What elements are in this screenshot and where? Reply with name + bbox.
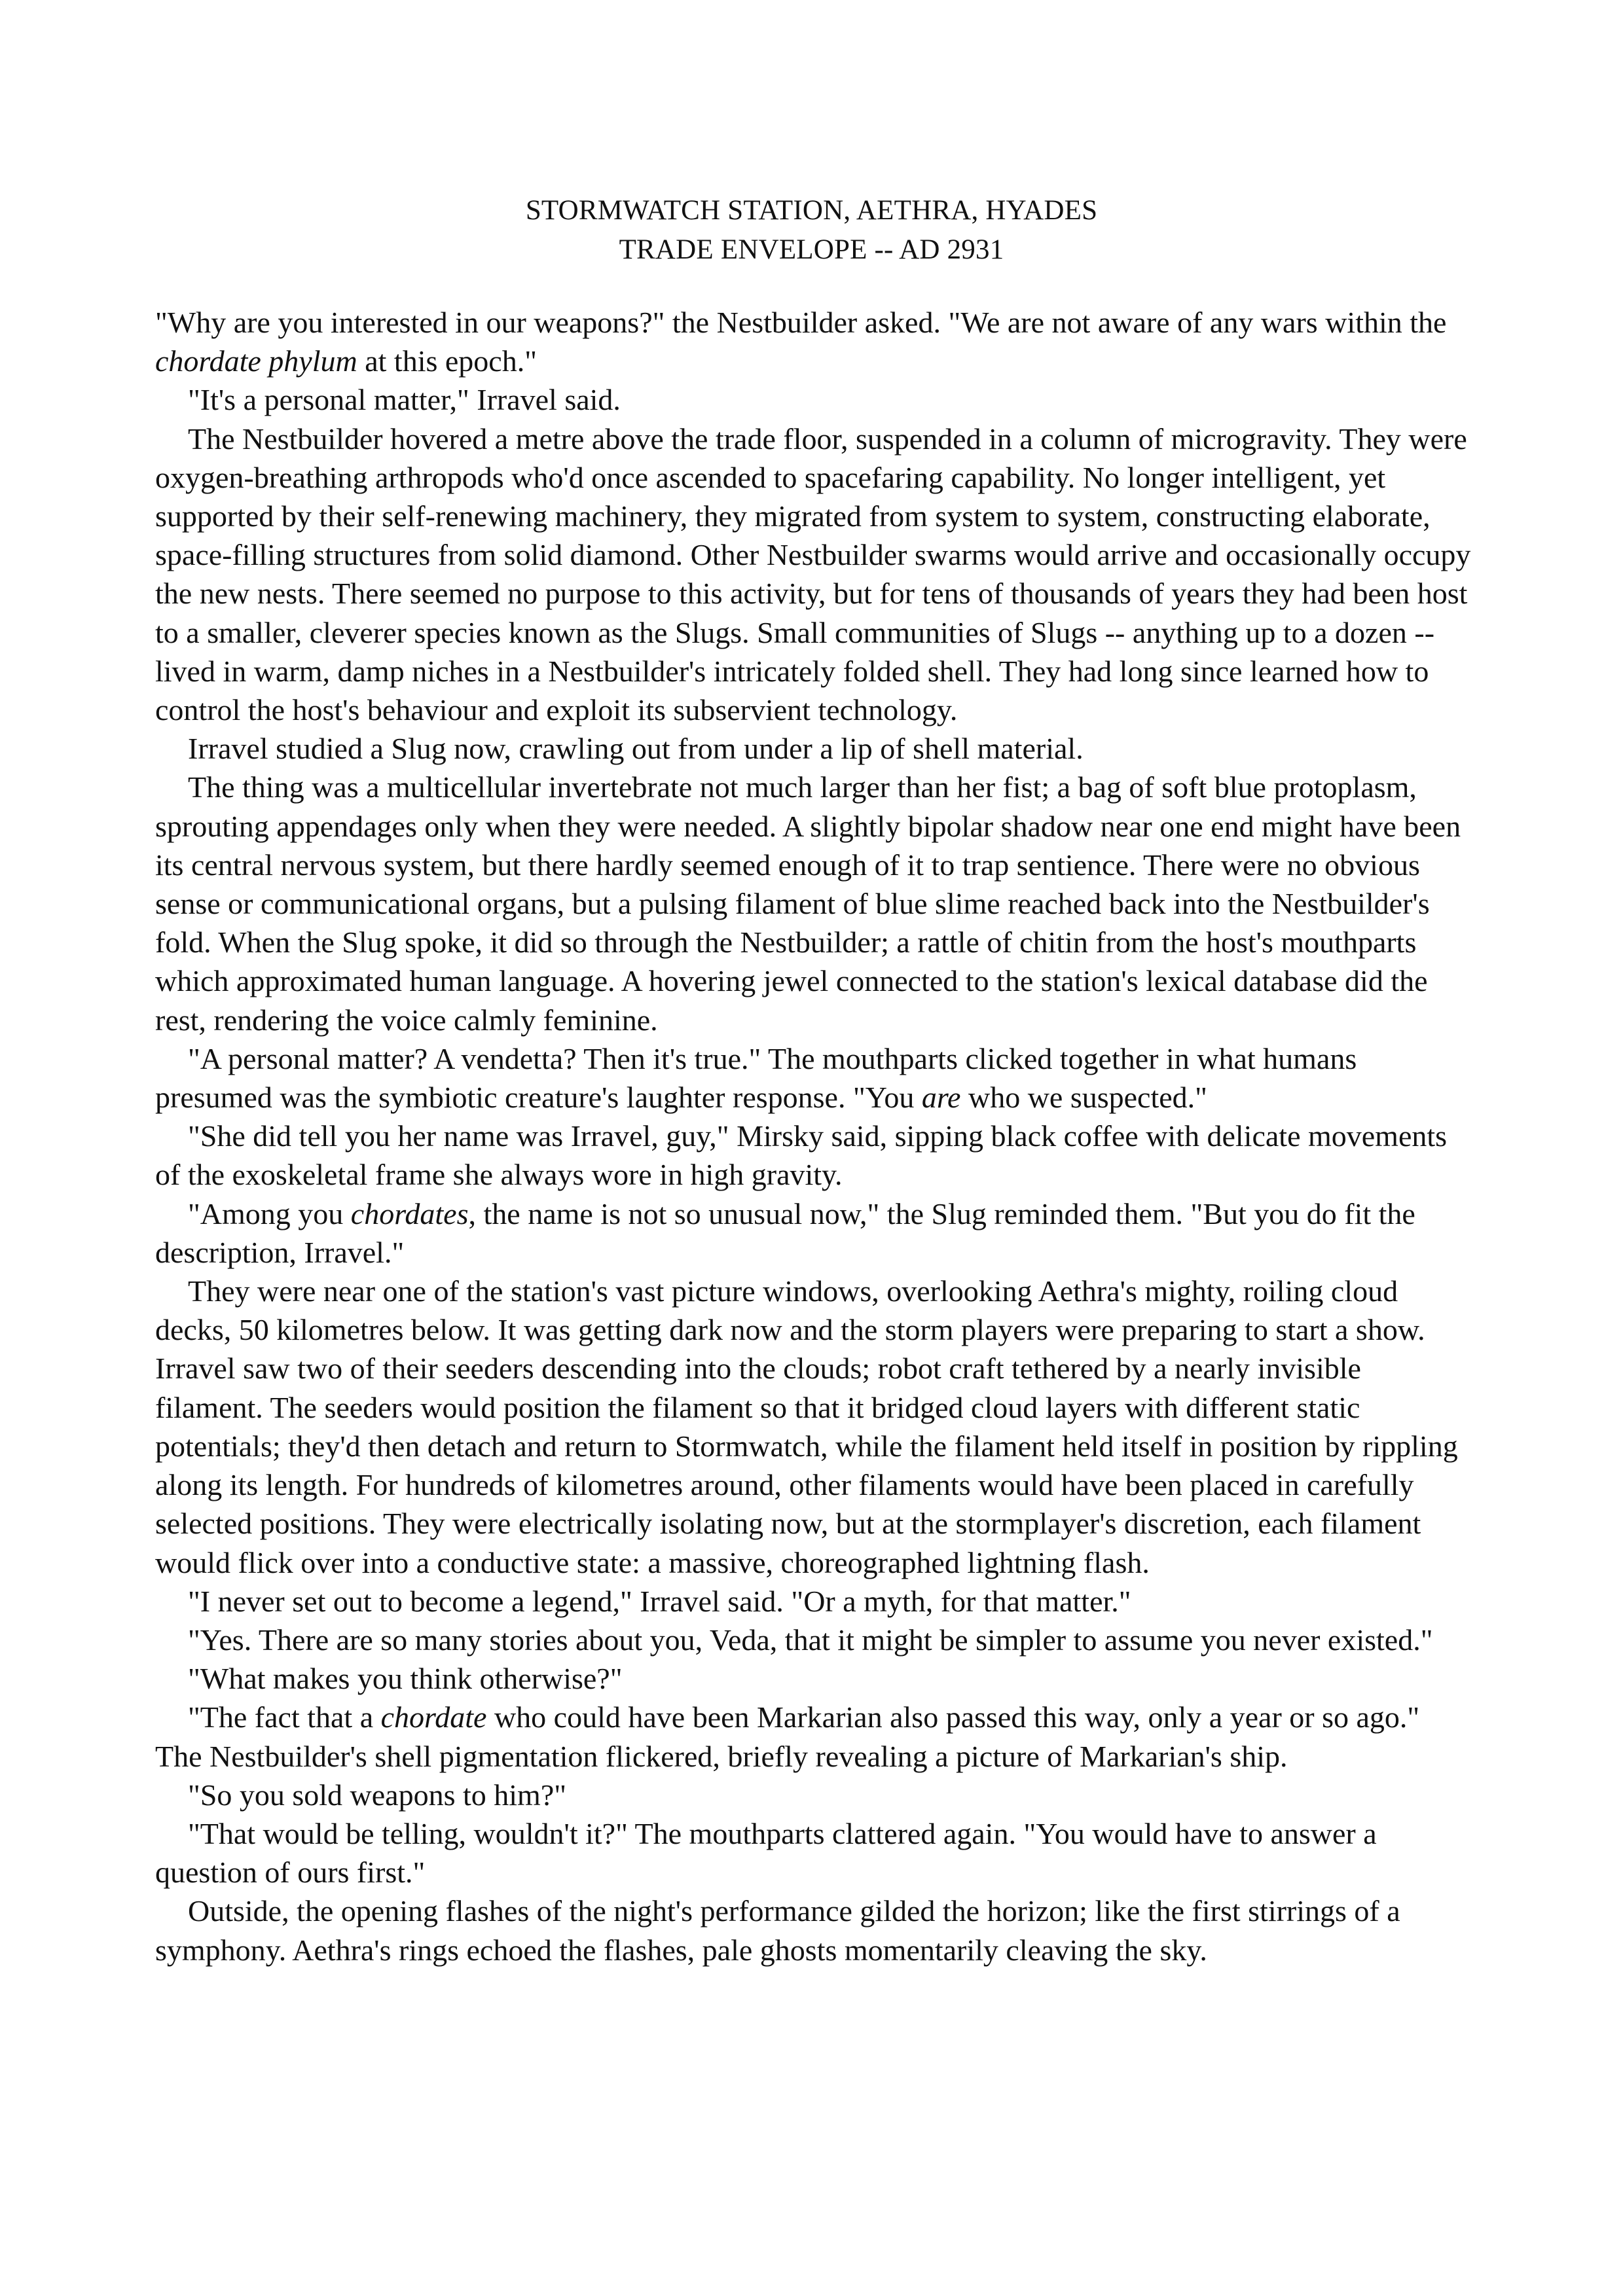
paragraph-text: "I never set out to become a legend," Irravel said. "Or a myth, for that matter." — [188, 1584, 1131, 1618]
paragraph — [155, 380, 1471, 419]
paragraph — [155, 303, 1471, 380]
paragraph-text: , the name is not so unusual now," the Slug reminded them. "But you do fit the description, Irravel." — [155, 1196, 1415, 1269]
paragraph-text: "That would be telling, wouldn't it?" The mouthparts clattered again. "You would have to answer a question of ours first." — [155, 1816, 1377, 1890]
italic-text: chordate phylum — [155, 344, 357, 378]
paragraph-text: The Nestbuilder hovered a metre above the trade floor, suspended in a column of microgravity. They were oxygen-breathing arthropods who'd once ascended to spacefaring capability. No longer intelligent, yet supported by their self-renewing machinery, they migrated from system to system, constructing elaborate, space-filling structures from solid diamond. Other Nestbuilder swarms would arrive and occasionally occupy the new nests. There seemed no purpose to this activity, but for tens of thousands of years they had been host to a smaller, cleverer species known as the Slugs. Small communities of Slugs -- anything up to a dozen -- lived in warm, damp niches in a Nestbuilder's intricately folded shell. They had long since learned how to control the host's behaviour and exploit its subservient technology. — [155, 422, 1471, 727]
paragraph-text: who we suspected." — [960, 1081, 1207, 1115]
italic-text: chordates — [350, 1196, 469, 1230]
paragraph-text: "Why are you interested in our weapons?" the Nestbuilder asked. "We are not aware of any wars within the — [155, 306, 1447, 339]
paragraph-text: Irravel studied a Slug now, crawling out from under a lip of shell material. — [188, 732, 1084, 766]
paragraph-text: Outside, the opening flashes of the night's performance gilded the horizon; like the first stirrings of a symphony. Aethra's rings echoed the flashes, pale ghosts momentarily cleaving the sky. — [155, 1894, 1400, 1967]
paragraph-text: "What makes you think otherwise?" — [188, 1662, 623, 1696]
italic-text: are — [921, 1081, 961, 1115]
paragraph — [155, 1194, 1471, 1272]
paragraph — [155, 1117, 1471, 1194]
paragraph-text: who could have been Markarian also passed this way, only a year or so ago." The Nestbuilder's shell pigmentation flickered, briefly revealing a picture of Markarian's ship. — [155, 1700, 1420, 1773]
paragraph-text: The thing was a multicellular invertebrate not much larger than her fist; a bag of soft blue protoplasm, sprouting appendages only when they were needed. A slightly bipolar shadow near one end might have been its central nervous system, but there hardly seemed enough of it to trap sentience. There were no obvious sense or communicational organs, but a pulsing filament of blue slime reached back into the Nestbuilder's fold. When the Slug spoke, it did so through the Nestbuilder; a rattle of chitin from the host's mouthparts which approximated human language. A hovering jewel connected to the station's lexical database did the rest, rendering the voice calmly feminine. — [155, 770, 1461, 1037]
paragraph — [155, 1272, 1471, 1582]
paragraph-text: "So you sold weapons to him?" — [188, 1778, 567, 1812]
paragraph-text: "She did tell you her name was Irravel, guy," Mirsky said, sipping black coffee with delicate movements of the exoskeletal frame she always wore in high gravity. — [155, 1119, 1448, 1192]
paragraph — [155, 1698, 1471, 1775]
paragraph — [155, 1621, 1471, 1659]
body-text — [155, 303, 1471, 1969]
paragraph-text: "It's a personal matter," Irravel said. — [188, 383, 621, 417]
paragraph-text: "Yes. There are so many stories about you, Veda, that it might be simpler to assume you never existed." — [188, 1623, 1433, 1657]
paragraph — [155, 1659, 1471, 1698]
paragraph-text: "The fact that a — [188, 1700, 381, 1734]
paragraph-text: They were near one of the station's vast picture windows, overlooking Aethra's mighty, roiling cloud decks, 50 kilometres below. It was getting dark now and the storm players were preparing to start a show. Irravel saw two of their seeders descending into the clouds; robot craft tethered by a nearly invisible filament. The seeders would position the filament so that it bridged cloud layers with different static potentials; they'd then detach and return to Stormwatch, while the filament held itself in position by rippling along its length. For hundreds of kilometres around, other filaments would have been placed in carefully selected positions. They were electrically isolating now, but at the stormplayer's discretion, each filament would flick over into a conductive state: a massive, choreographed lightning flash. — [155, 1274, 1458, 1579]
paragraph — [155, 1814, 1471, 1892]
paragraph — [155, 768, 1471, 1039]
paragraph-text: at this epoch." — [357, 344, 538, 378]
paragraph-text: "Among you — [188, 1196, 351, 1230]
heading-location: STORMWATCH STATION, AETHRA, HYADES — [525, 195, 1098, 226]
paragraph — [155, 1776, 1471, 1814]
chapter-heading — [0, 191, 1623, 270]
heading-date: TRADE ENVELOPE -- AD 2931 — [619, 234, 1004, 265]
paragraph — [155, 1892, 1471, 1969]
paragraph — [155, 1582, 1471, 1621]
italic-text: chordate — [380, 1700, 487, 1734]
paragraph — [155, 1039, 1471, 1117]
paragraph — [155, 420, 1471, 730]
paragraph-text: "A personal matter? A vendetta? Then it's true." The mouthparts clicked together in what humans presumed was the symbiotic creature's laughter response. "You — [155, 1041, 1357, 1115]
paragraph — [155, 729, 1471, 768]
